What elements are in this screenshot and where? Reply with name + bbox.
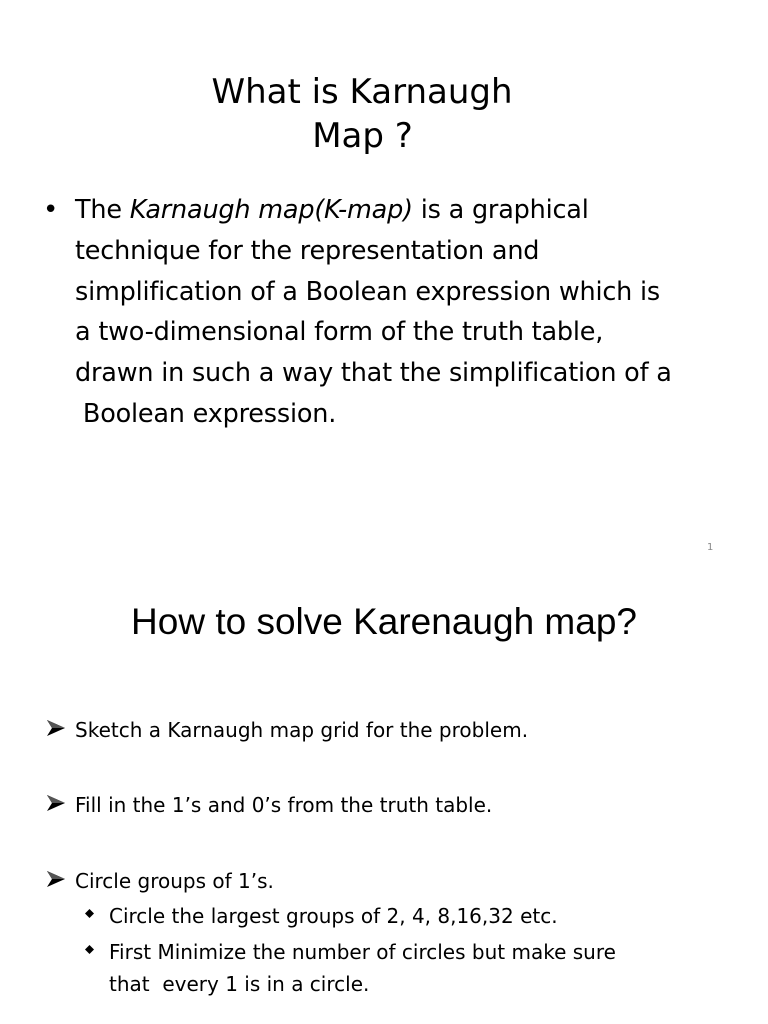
step-label: Fill in the 1’s and 0’s from the truth table. [75,793,493,817]
sub-item-line: Circle the largest groups of 2, 4, 8,16,32 etc. [109,904,558,928]
slide-1-title [150,70,574,158]
definition-line-1 [75,190,743,231]
definition-line-3: simplification of a Boolean expression which is [75,276,661,307]
page-number: 1 [707,542,714,553]
arrow-bullet-icon [45,794,67,812]
slide-2-title: How to solve Karenaugh map? [131,601,637,642]
definition-prefix: The [75,195,130,225]
sub-item-text [109,900,558,932]
list-item [45,715,745,745]
list-item [45,866,745,896]
list-item [45,790,745,820]
sub-item-line: First Minimize the number of circles but make sure [109,940,616,964]
definition-line-1-rest: is a graphical [412,195,589,225]
definition-line-6: Boolean expression. [75,398,337,429]
definition-term: Karnaugh map(K-map) [129,195,413,225]
step-label: Sketch a Karnaugh map grid for the problem. [75,718,529,742]
arrow-bullet-icon [45,719,67,737]
definition-text [75,190,743,435]
definition-line-5: drawn in such a way that the simplification of a [75,358,672,389]
arrow-bullet-icon [45,870,67,888]
definition-line-2: technique for the representation and [75,235,540,266]
diamond-bullet-icon [85,945,94,954]
slide-1-title-line-1: What is Karnaugh [211,72,513,112]
slide-1-bullet-paragraph [43,190,743,435]
sub-item-text [109,936,616,1000]
sub-item-line: that every 1 is in a circle. [109,972,370,996]
bullet-dot-icon: • [43,195,59,225]
diamond-bullet-icon [85,909,94,918]
definition-line-4: a two-dimensional form of the truth table, [75,317,604,348]
step-label: Circle groups of 1’s. [75,869,274,893]
slide-1-title-line-2: Map ? [312,116,413,156]
